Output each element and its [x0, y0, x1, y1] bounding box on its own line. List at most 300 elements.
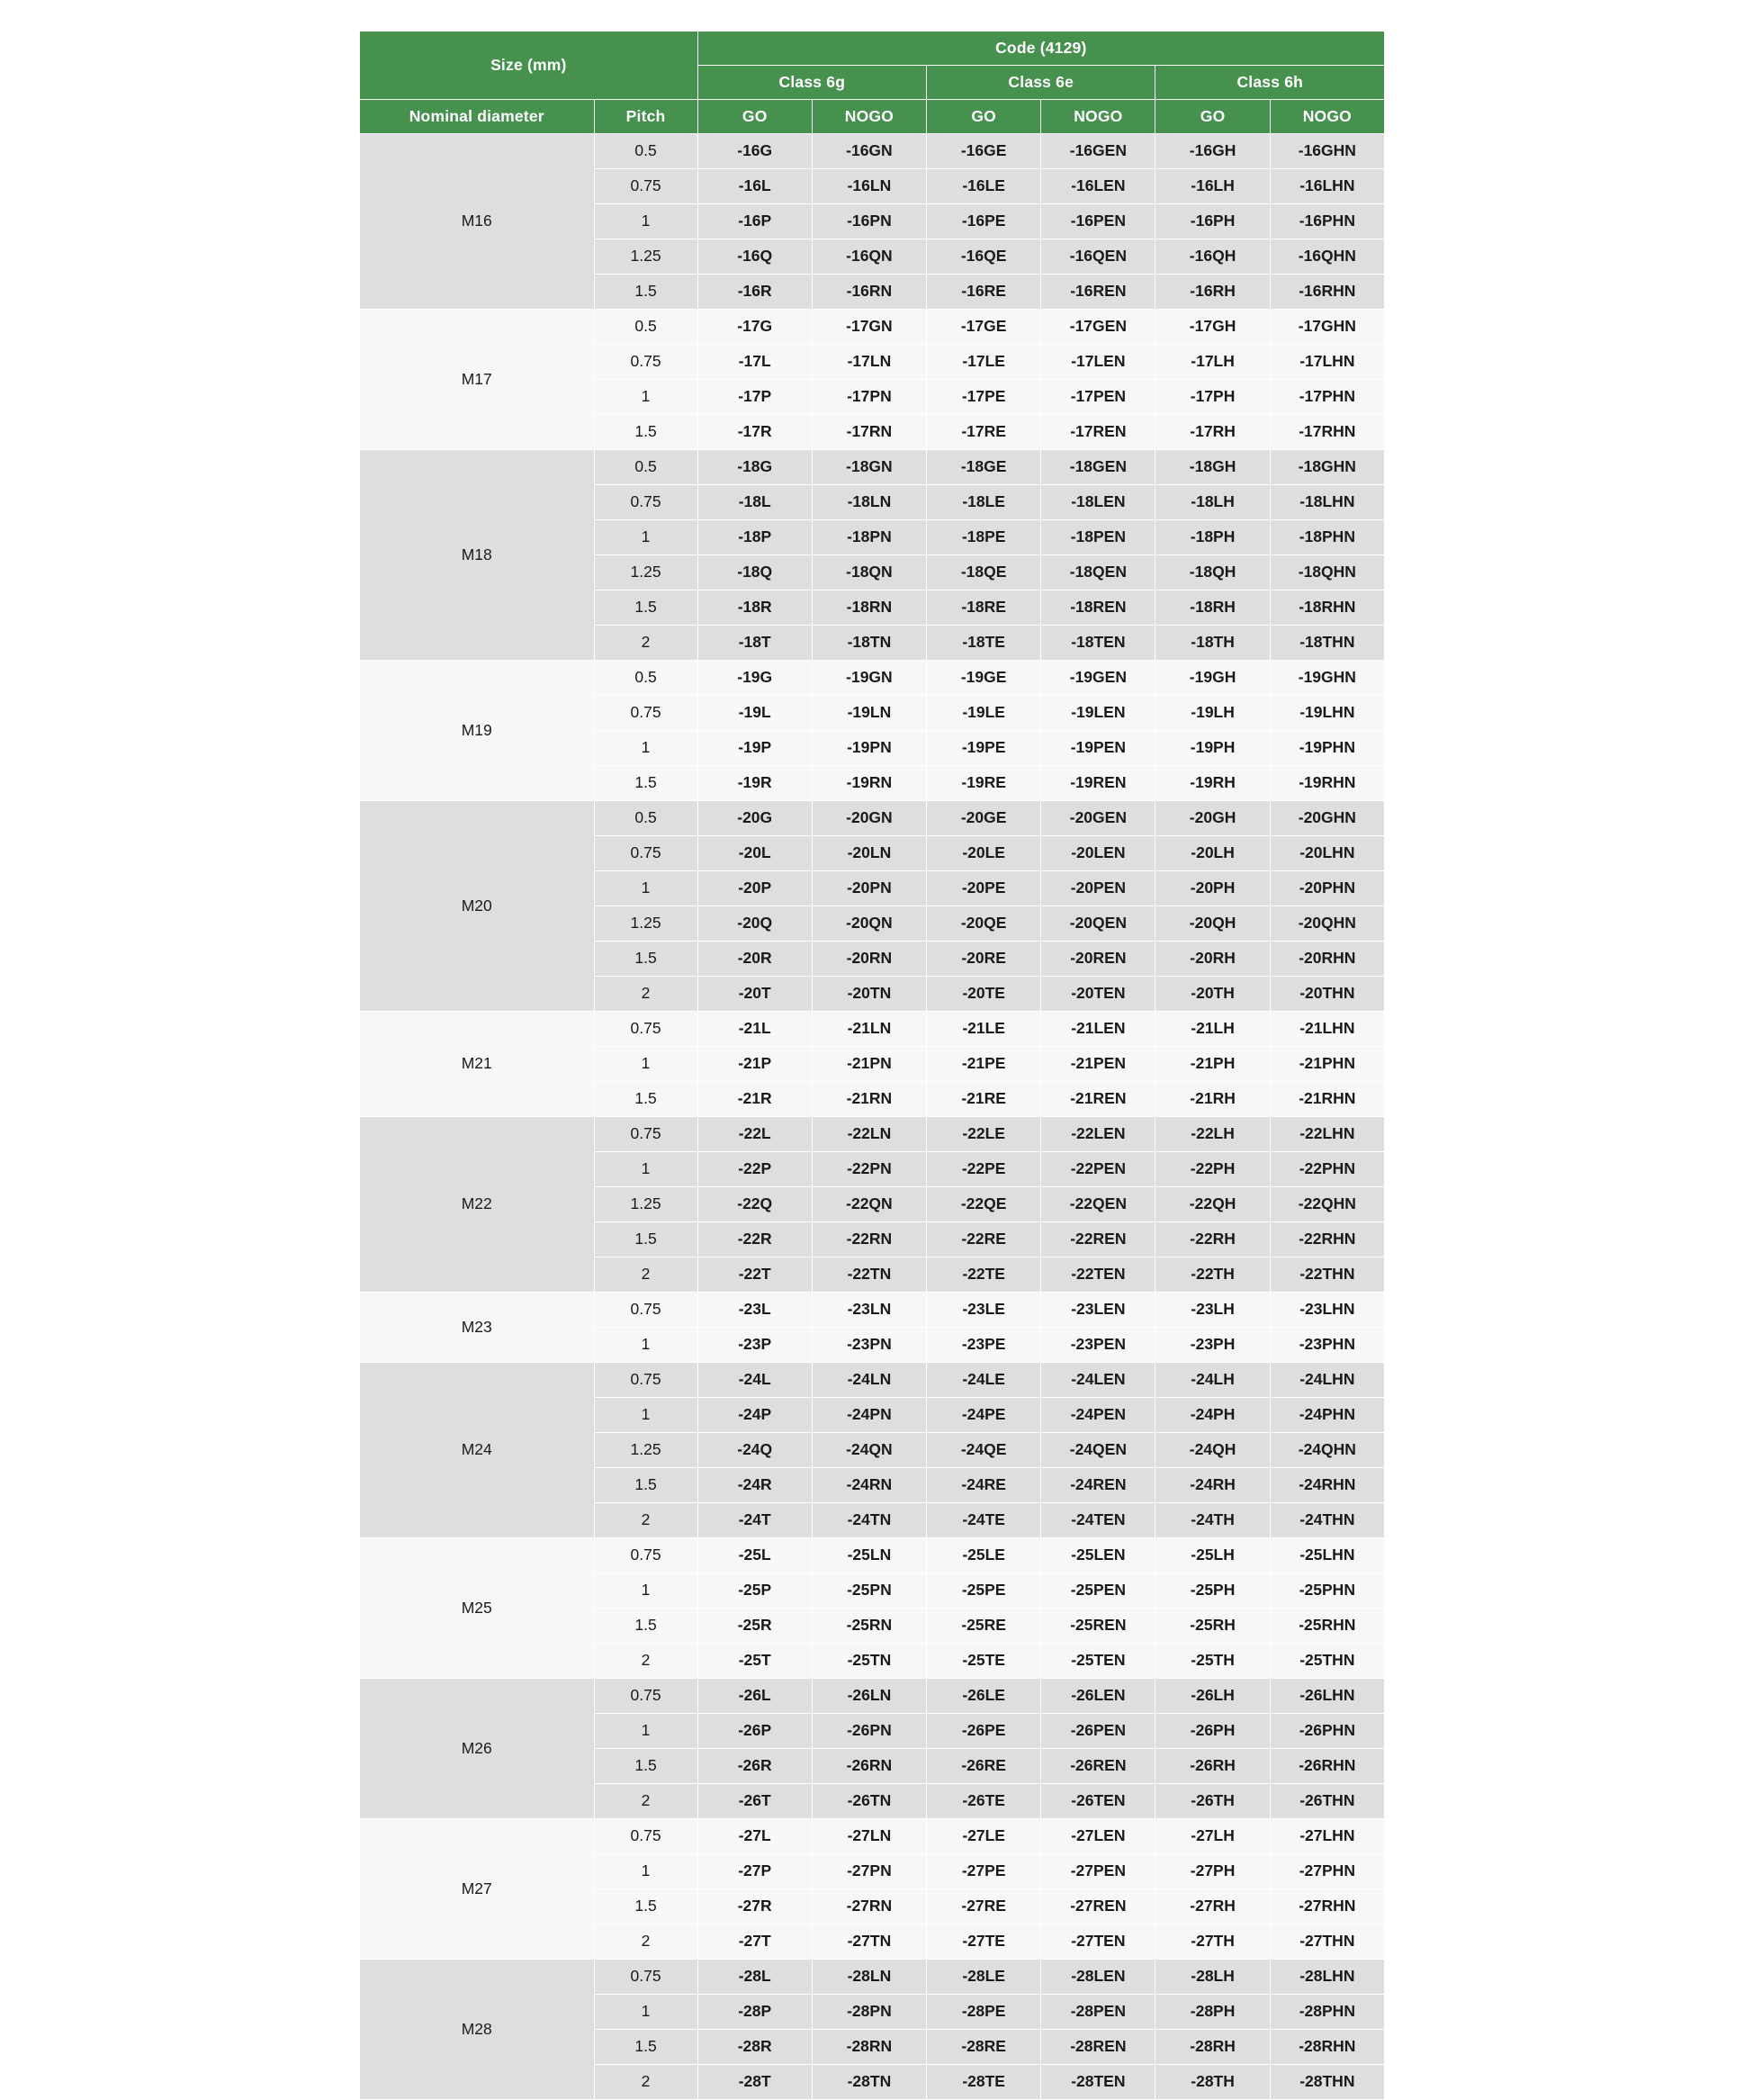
header-6h-go: GO — [1155, 100, 1270, 134]
cell-6g-nogo: -20LN — [812, 836, 926, 871]
cell-6e-nogo: -16REN — [1041, 275, 1155, 310]
cell-pitch: 0.75 — [594, 1117, 697, 1152]
cell-6h-go: -21PH — [1155, 1047, 1270, 1082]
cell-6h-go: -25PH — [1155, 1573, 1270, 1609]
cell-pitch: 1.5 — [594, 1749, 697, 1784]
cell-pitch: 0.75 — [594, 1679, 697, 1714]
cell-nominal-diameter: M17 — [360, 310, 595, 450]
header-class-6g: Class 6g — [697, 66, 926, 100]
cell-6h-go: -18QH — [1155, 555, 1270, 590]
cell-6g-go: -27P — [697, 1854, 812, 1889]
cell-6e-go: -27RE — [927, 1889, 1041, 1924]
cell-6h-nogo: -19RHN — [1270, 766, 1384, 801]
cell-6e-nogo: -22LEN — [1041, 1117, 1155, 1152]
cell-6h-go: -16GH — [1155, 134, 1270, 169]
cell-6h-go: -24PH — [1155, 1398, 1270, 1433]
cell-6e-nogo: -26LEN — [1041, 1679, 1155, 1714]
cell-6e-go: -20QE — [927, 906, 1041, 942]
cell-6e-nogo: -16LEN — [1041, 169, 1155, 204]
cell-6e-nogo: -26TEN — [1041, 1784, 1155, 1819]
cell-6h-go: -22TH — [1155, 1257, 1270, 1293]
cell-6e-go: -20LE — [927, 836, 1041, 871]
cell-6e-nogo: -20GEN — [1041, 801, 1155, 836]
cell-6h-go: -16QH — [1155, 239, 1270, 275]
cell-6h-go: -24QH — [1155, 1433, 1270, 1468]
cell-6e-go: -19LE — [927, 696, 1041, 731]
cell-6h-nogo: -18LHN — [1270, 485, 1384, 520]
cell-6g-nogo: -20PN — [812, 871, 926, 906]
table-row — [360, 661, 1385, 696]
table-row — [360, 1293, 1385, 1328]
cell-pitch: 1.5 — [594, 1609, 697, 1644]
cell-6h-go: -22PH — [1155, 1152, 1270, 1187]
cell-6e-nogo: -19LEN — [1041, 696, 1155, 731]
cell-6h-nogo: -28THN — [1270, 2065, 1384, 2100]
cell-6g-go: -17R — [697, 415, 812, 450]
cell-6h-go: -18PH — [1155, 520, 1270, 555]
cell-6g-nogo: -18LN — [812, 485, 926, 520]
cell-6h-go: -18RH — [1155, 590, 1270, 626]
cell-6e-nogo: -20QEN — [1041, 906, 1155, 942]
cell-pitch: 0.75 — [594, 1293, 697, 1328]
cell-6g-nogo: -24LN — [812, 1363, 926, 1398]
cell-6e-go: -24TE — [927, 1503, 1041, 1538]
cell-6g-nogo: -25TN — [812, 1644, 926, 1679]
cell-6e-nogo: -20TEN — [1041, 977, 1155, 1012]
cell-6e-nogo: -19REN — [1041, 766, 1155, 801]
cell-6e-nogo: -20PEN — [1041, 871, 1155, 906]
cell-6g-nogo: -16LN — [812, 169, 926, 204]
cell-6g-nogo: -16GN — [812, 134, 926, 169]
cell-6h-nogo: -23PHN — [1270, 1328, 1384, 1363]
cell-pitch: 1.5 — [594, 415, 697, 450]
cell-6g-nogo: -26PN — [812, 1714, 926, 1749]
cell-6e-nogo: -24PEN — [1041, 1398, 1155, 1433]
cell-6h-nogo: -18THN — [1270, 626, 1384, 661]
cell-6g-go: -24Q — [697, 1433, 812, 1468]
cell-6e-go: -26PE — [927, 1714, 1041, 1749]
cell-6h-go: -25TH — [1155, 1644, 1270, 1679]
table-row — [360, 1117, 1385, 1152]
table-row — [360, 1960, 1385, 1995]
cell-pitch: 2 — [594, 1924, 697, 1960]
cell-pitch: 1.5 — [594, 1889, 697, 1924]
cell-6g-go: -26R — [697, 1749, 812, 1784]
cell-6g-nogo: -22LN — [812, 1117, 926, 1152]
cell-6e-nogo: -17PEN — [1041, 380, 1155, 415]
cell-6e-go: -18GE — [927, 450, 1041, 485]
cell-6g-nogo: -23LN — [812, 1293, 926, 1328]
cell-6e-go: -23LE — [927, 1293, 1041, 1328]
cell-nominal-diameter: M16 — [360, 134, 595, 310]
cell-pitch: 0.5 — [594, 134, 697, 169]
cell-6e-go: -24LE — [927, 1363, 1041, 1398]
thread-gauge-code-table — [359, 31, 1385, 2100]
cell-6e-go: -22TE — [927, 1257, 1041, 1293]
cell-6e-go: -19GE — [927, 661, 1041, 696]
cell-6g-nogo: -22TN — [812, 1257, 926, 1293]
cell-6h-nogo: -23LHN — [1270, 1293, 1384, 1328]
cell-6g-nogo: -22RN — [812, 1222, 926, 1257]
cell-6h-nogo: -16GHN — [1270, 134, 1384, 169]
cell-6h-nogo: -18QHN — [1270, 555, 1384, 590]
cell-6h-nogo: -25LHN — [1270, 1538, 1384, 1573]
cell-6g-nogo: -18PN — [812, 520, 926, 555]
cell-6g-go: -24R — [697, 1468, 812, 1503]
cell-6e-nogo: -16PEN — [1041, 204, 1155, 239]
cell-6g-go: -19L — [697, 696, 812, 731]
cell-6g-go: -21P — [697, 1047, 812, 1082]
cell-6e-nogo: -24REN — [1041, 1468, 1155, 1503]
cell-6h-nogo: -21LHN — [1270, 1012, 1384, 1047]
cell-pitch: 2 — [594, 1503, 697, 1538]
cell-6e-nogo: -20REN — [1041, 942, 1155, 977]
cell-6h-go: -26TH — [1155, 1784, 1270, 1819]
cell-6g-nogo: -25LN — [812, 1538, 926, 1573]
table-row — [360, 1538, 1385, 1573]
cell-nominal-diameter: M26 — [360, 1679, 595, 1819]
cell-6h-go: -20QH — [1155, 906, 1270, 942]
cell-6g-nogo: -28LN — [812, 1960, 926, 1995]
table-body — [360, 134, 1385, 2100]
cell-6h-nogo: -20RHN — [1270, 942, 1384, 977]
cell-6h-nogo: -24PHN — [1270, 1398, 1384, 1433]
cell-6h-nogo: -20THN — [1270, 977, 1384, 1012]
cell-6h-nogo: -19GHN — [1270, 661, 1384, 696]
cell-nominal-diameter: M18 — [360, 450, 595, 661]
cell-6e-go: -28PE — [927, 1995, 1041, 2030]
cell-6g-nogo: -18GN — [812, 450, 926, 485]
cell-6h-nogo: -22PHN — [1270, 1152, 1384, 1187]
cell-pitch: 0.5 — [594, 661, 697, 696]
cell-6h-go: -26LH — [1155, 1679, 1270, 1714]
cell-6h-nogo: -16QHN — [1270, 239, 1384, 275]
cell-6h-go: -24LH — [1155, 1363, 1270, 1398]
cell-6g-go: -17G — [697, 310, 812, 345]
cell-pitch: 1.25 — [594, 1187, 697, 1222]
cell-6h-go: -28TH — [1155, 2065, 1270, 2100]
cell-pitch: 1 — [594, 520, 697, 555]
cell-6h-nogo: -16RHN — [1270, 275, 1384, 310]
cell-6h-nogo: -26RHN — [1270, 1749, 1384, 1784]
cell-nominal-diameter: M23 — [360, 1293, 595, 1363]
cell-6e-nogo: -21PEN — [1041, 1047, 1155, 1082]
cell-6e-go: -16LE — [927, 169, 1041, 204]
cell-6h-nogo: -21RHN — [1270, 1082, 1384, 1117]
cell-pitch: 1 — [594, 380, 697, 415]
cell-6e-nogo: -18LEN — [1041, 485, 1155, 520]
cell-6e-nogo: -22REN — [1041, 1222, 1155, 1257]
cell-6g-go: -18L — [697, 485, 812, 520]
cell-6g-go: -19R — [697, 766, 812, 801]
cell-6e-go: -23PE — [927, 1328, 1041, 1363]
cell-6e-go: -27PE — [927, 1854, 1041, 1889]
cell-6g-go: -18Q — [697, 555, 812, 590]
header-class-6e: Class 6e — [927, 66, 1155, 100]
cell-6g-nogo: -18QN — [812, 555, 926, 590]
cell-pitch: 2 — [594, 977, 697, 1012]
cell-6h-go: -21LH — [1155, 1012, 1270, 1047]
cell-6e-go: -22PE — [927, 1152, 1041, 1187]
cell-6g-go: -18T — [697, 626, 812, 661]
cell-6g-go: -16G — [697, 134, 812, 169]
cell-6h-nogo: -27PHN — [1270, 1854, 1384, 1889]
cell-6g-go: -16P — [697, 204, 812, 239]
cell-6g-nogo: -18RN — [812, 590, 926, 626]
cell-6g-nogo: -22QN — [812, 1187, 926, 1222]
cell-6h-nogo: -24THN — [1270, 1503, 1384, 1538]
cell-6g-go: -16Q — [697, 239, 812, 275]
cell-nominal-diameter: M20 — [360, 801, 595, 1012]
cell-6g-go: -22L — [697, 1117, 812, 1152]
cell-6e-go: -28LE — [927, 1960, 1041, 1995]
cell-6h-nogo: -27THN — [1270, 1924, 1384, 1960]
cell-6e-nogo: -28REN — [1041, 2030, 1155, 2065]
cell-6h-go: -20TH — [1155, 977, 1270, 1012]
cell-6g-nogo: -19GN — [812, 661, 926, 696]
cell-6g-go: -26T — [697, 1784, 812, 1819]
cell-6g-go: -23P — [697, 1328, 812, 1363]
cell-6e-go: -22QE — [927, 1187, 1041, 1222]
cell-6e-nogo: -25REN — [1041, 1609, 1155, 1644]
cell-6e-go: -17GE — [927, 310, 1041, 345]
cell-pitch: 1.5 — [594, 942, 697, 977]
cell-6g-nogo: -28PN — [812, 1995, 926, 2030]
cell-pitch: 1 — [594, 871, 697, 906]
cell-pitch: 1.5 — [594, 590, 697, 626]
cell-nominal-diameter: M25 — [360, 1538, 595, 1679]
cell-6h-nogo: -16PHN — [1270, 204, 1384, 239]
cell-6g-nogo: -26LN — [812, 1679, 926, 1714]
cell-6h-go: -20RH — [1155, 942, 1270, 977]
cell-6h-nogo: -27RHN — [1270, 1889, 1384, 1924]
table-row — [360, 801, 1385, 836]
cell-6g-nogo: -27PN — [812, 1854, 926, 1889]
cell-pitch: 2 — [594, 2065, 697, 2100]
cell-6g-go: -22T — [697, 1257, 812, 1293]
cell-6e-go: -25RE — [927, 1609, 1041, 1644]
cell-6e-go: -24QE — [927, 1433, 1041, 1468]
cell-6e-nogo: -24QEN — [1041, 1433, 1155, 1468]
cell-6e-nogo: -28LEN — [1041, 1960, 1155, 1995]
header-pitch: Pitch — [594, 100, 697, 134]
cell-6h-nogo: -20GHN — [1270, 801, 1384, 836]
cell-6g-go: -22Q — [697, 1187, 812, 1222]
cell-6h-nogo: -25RHN — [1270, 1609, 1384, 1644]
cell-6e-nogo: -17LEN — [1041, 345, 1155, 380]
cell-6g-nogo: -26RN — [812, 1749, 926, 1784]
cell-pitch: 1 — [594, 1854, 697, 1889]
cell-6g-nogo: -18TN — [812, 626, 926, 661]
cell-nominal-diameter: M21 — [360, 1012, 595, 1117]
cell-6h-go: -23PH — [1155, 1328, 1270, 1363]
cell-6h-nogo: -19PHN — [1270, 731, 1384, 766]
cell-6e-go: -26LE — [927, 1679, 1041, 1714]
cell-6e-go: -19RE — [927, 766, 1041, 801]
cell-6e-go: -18QE — [927, 555, 1041, 590]
cell-6h-nogo: -19LHN — [1270, 696, 1384, 731]
header-row-sub — [360, 100, 1385, 134]
cell-pitch: 1.5 — [594, 1222, 697, 1257]
cell-6e-nogo: -21REN — [1041, 1082, 1155, 1117]
cell-6h-go: -22QH — [1155, 1187, 1270, 1222]
cell-6g-nogo: -24TN — [812, 1503, 926, 1538]
cell-6g-nogo: -19LN — [812, 696, 926, 731]
cell-6g-go: -17L — [697, 345, 812, 380]
cell-6e-nogo: -27PEN — [1041, 1854, 1155, 1889]
cell-6e-nogo: -28PEN — [1041, 1995, 1155, 2030]
cell-6g-go: -21R — [697, 1082, 812, 1117]
cell-6h-go: -26RH — [1155, 1749, 1270, 1784]
cell-6h-go: -20PH — [1155, 871, 1270, 906]
cell-6e-go: -24PE — [927, 1398, 1041, 1433]
header-code-group: Code (4129) — [697, 32, 1384, 66]
cell-pitch: 2 — [594, 1257, 697, 1293]
cell-6g-nogo: -16RN — [812, 275, 926, 310]
cell-6h-nogo: -20PHN — [1270, 871, 1384, 906]
cell-6h-go: -17GH — [1155, 310, 1270, 345]
cell-6e-go: -24RE — [927, 1468, 1041, 1503]
cell-6e-go: -21LE — [927, 1012, 1041, 1047]
cell-6e-go: -17RE — [927, 415, 1041, 450]
cell-6h-nogo: -16LHN — [1270, 169, 1384, 204]
cell-6g-go: -24P — [697, 1398, 812, 1433]
cell-6h-go: -24RH — [1155, 1468, 1270, 1503]
cell-6g-go: -20L — [697, 836, 812, 871]
cell-6h-go: -28RH — [1155, 2030, 1270, 2065]
cell-6h-nogo: -27LHN — [1270, 1819, 1384, 1854]
header-row-top — [360, 32, 1385, 66]
cell-6h-nogo: -20QHN — [1270, 906, 1384, 942]
cell-6h-go: -19LH — [1155, 696, 1270, 731]
cell-6h-go: -18GH — [1155, 450, 1270, 485]
cell-6g-go: -20R — [697, 942, 812, 977]
table-row — [360, 134, 1385, 169]
cell-6h-go: -25LH — [1155, 1538, 1270, 1573]
cell-6e-go: -17PE — [927, 380, 1041, 415]
cell-6g-nogo: -20TN — [812, 977, 926, 1012]
cell-pitch: 0.75 — [594, 696, 697, 731]
cell-6g-nogo: -23PN — [812, 1328, 926, 1363]
table-header — [360, 32, 1385, 134]
cell-6g-go: -26L — [697, 1679, 812, 1714]
header-6g-go: GO — [697, 100, 812, 134]
cell-6h-go: -21RH — [1155, 1082, 1270, 1117]
cell-6e-nogo: -20LEN — [1041, 836, 1155, 871]
cell-6g-nogo: -22PN — [812, 1152, 926, 1187]
cell-pitch: 0.5 — [594, 310, 697, 345]
cell-pitch: 1.5 — [594, 1468, 697, 1503]
cell-6g-nogo: -17GN — [812, 310, 926, 345]
cell-6h-nogo: -20LHN — [1270, 836, 1384, 871]
cell-pitch: 1 — [594, 1573, 697, 1609]
cell-6h-nogo: -26THN — [1270, 1784, 1384, 1819]
cell-6e-nogo: -23PEN — [1041, 1328, 1155, 1363]
cell-6e-nogo: -26REN — [1041, 1749, 1155, 1784]
cell-6e-nogo: -16GEN — [1041, 134, 1155, 169]
cell-pitch: 1 — [594, 1398, 697, 1433]
cell-6g-go: -25T — [697, 1644, 812, 1679]
cell-6g-go: -17P — [697, 380, 812, 415]
cell-pitch: 0.75 — [594, 169, 697, 204]
cell-6h-nogo: -17GHN — [1270, 310, 1384, 345]
cell-6g-go: -18P — [697, 520, 812, 555]
cell-6g-nogo: -24RN — [812, 1468, 926, 1503]
cell-6h-go: -19RH — [1155, 766, 1270, 801]
cell-6e-go: -20RE — [927, 942, 1041, 977]
cell-6e-go: -16RE — [927, 275, 1041, 310]
cell-6h-go: -25RH — [1155, 1609, 1270, 1644]
cell-6e-nogo: -25PEN — [1041, 1573, 1155, 1609]
cell-6g-nogo: -25RN — [812, 1609, 926, 1644]
cell-6g-go: -25L — [697, 1538, 812, 1573]
cell-pitch: 0.75 — [594, 485, 697, 520]
cell-6g-go: -28L — [697, 1960, 812, 1995]
cell-6h-go: -16RH — [1155, 275, 1270, 310]
header-6h-nogo: NOGO — [1270, 100, 1384, 134]
cell-6h-go: -16PH — [1155, 204, 1270, 239]
cell-6g-go: -24T — [697, 1503, 812, 1538]
cell-6g-go: -24L — [697, 1363, 812, 1398]
cell-6h-go: -22RH — [1155, 1222, 1270, 1257]
cell-nominal-diameter: M28 — [360, 1960, 595, 2100]
cell-6h-go: -27TH — [1155, 1924, 1270, 1960]
cell-6e-go: -18RE — [927, 590, 1041, 626]
cell-nominal-diameter: M22 — [360, 1117, 595, 1293]
cell-6h-go: -28LH — [1155, 1960, 1270, 1995]
cell-6h-nogo: -26LHN — [1270, 1679, 1384, 1714]
cell-6g-go: -16L — [697, 169, 812, 204]
cell-6e-go: -27LE — [927, 1819, 1041, 1854]
cell-6e-nogo: -26PEN — [1041, 1714, 1155, 1749]
cell-pitch: 0.75 — [594, 1538, 697, 1573]
cell-6g-nogo: -20GN — [812, 801, 926, 836]
cell-nominal-diameter: M27 — [360, 1819, 595, 1960]
cell-6g-nogo: -17PN — [812, 380, 926, 415]
cell-6h-go: -23LH — [1155, 1293, 1270, 1328]
header-class-6h: Class 6h — [1155, 66, 1385, 100]
cell-6e-go: -16QE — [927, 239, 1041, 275]
table-row — [360, 310, 1385, 345]
cell-6h-nogo: -17RHN — [1270, 415, 1384, 450]
cell-6e-go: -19PE — [927, 731, 1041, 766]
cell-6e-nogo: -27TEN — [1041, 1924, 1155, 1960]
cell-6g-nogo: -20QN — [812, 906, 926, 942]
cell-pitch: 0.75 — [594, 1960, 697, 1995]
cell-6e-nogo: -17REN — [1041, 415, 1155, 450]
cell-6e-go: -26TE — [927, 1784, 1041, 1819]
cell-6e-go: -16PE — [927, 204, 1041, 239]
cell-6h-nogo: -25PHN — [1270, 1573, 1384, 1609]
cell-6g-nogo: -27TN — [812, 1924, 926, 1960]
cell-6g-go: -25R — [697, 1609, 812, 1644]
cell-6e-go: -26RE — [927, 1749, 1041, 1784]
cell-6e-go: -20GE — [927, 801, 1041, 836]
cell-pitch: 1.5 — [594, 766, 697, 801]
cell-6e-nogo: -23LEN — [1041, 1293, 1155, 1328]
cell-pitch: 1 — [594, 1714, 697, 1749]
cell-6h-nogo: -18RHN — [1270, 590, 1384, 626]
cell-6e-nogo: -21LEN — [1041, 1012, 1155, 1047]
cell-6g-go: -19P — [697, 731, 812, 766]
cell-nominal-diameter: M24 — [360, 1363, 595, 1538]
cell-6e-go: -17LE — [927, 345, 1041, 380]
cell-6e-go: -21PE — [927, 1047, 1041, 1082]
cell-6e-go: -27TE — [927, 1924, 1041, 1960]
cell-6h-go: -18LH — [1155, 485, 1270, 520]
cell-6g-nogo: -21LN — [812, 1012, 926, 1047]
cell-6h-go: -27LH — [1155, 1819, 1270, 1854]
